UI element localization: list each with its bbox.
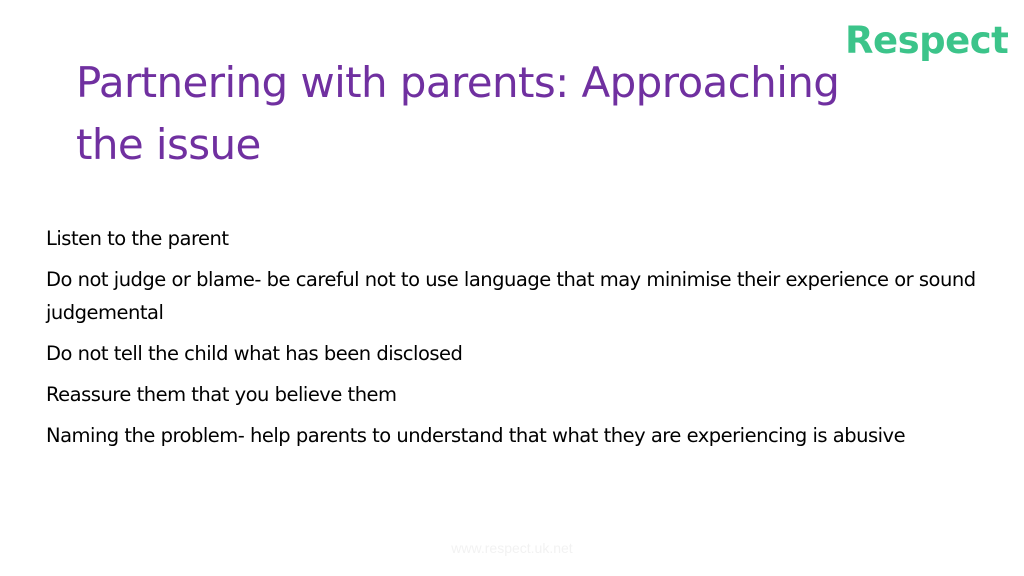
bullet-list (46, 222, 1016, 460)
respect-logo: Respect (845, 19, 1009, 62)
bullet-item-naming-problem: Naming the problem- help parents to understand that what they are experiencing is abusive (46, 424, 906, 447)
footer-url: www.respect.uk.net (451, 540, 573, 556)
bullet-item-listen: Listen to the parent (46, 227, 229, 250)
slide-title: Partnering with parents: Approaching the issue (76, 58, 840, 169)
bullet-item-reassure: Reassure them that you believe them (46, 383, 397, 406)
bullet-item-do-not-judge: Do not judge or blame- be careful not to use language that may minimise their experience or sound judgemental (46, 268, 976, 324)
bullet-item-do-not-tell-child: Do not tell the child what has been disclosed (46, 342, 463, 365)
